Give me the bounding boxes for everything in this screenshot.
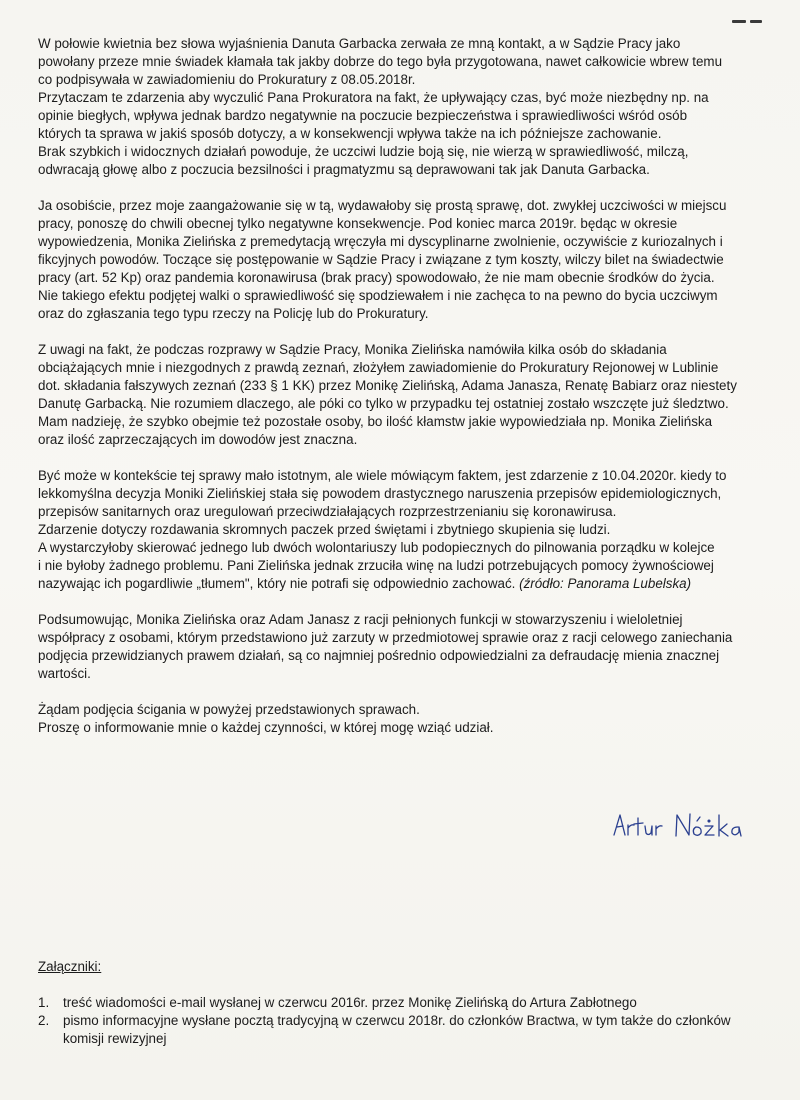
- attachment-number: 1.: [38, 995, 50, 1010]
- text-line: Danutę Garbacką. Nie rozumiem dlaczego, ale póki co tylko w przypadku tej ostatniej zostało wszczęte już śledztwo.: [38, 396, 729, 411]
- text-line: powołany przeze mnie świadek kłamała tak jakby dobrze do tego była przygotowana, nawet całkowicie wbrew temu: [38, 54, 723, 69]
- text-line: pracy (art. 52 Kp) oraz pandemia koronawirusa (brak pracy) spowodowało, że nie mam obecnie środków do życia.: [38, 270, 715, 285]
- attachment-text: [63, 1012, 731, 1048]
- text-line: Mam nadzieję, że szybko obejmie też pozostałe osoby, bo ilość kłamstw jakie wypowiedziała np. Monika Zielińska: [38, 414, 713, 429]
- text-line: Żądam podjęcia ścigania w powyżej przedstawionych sprawach.: [38, 702, 420, 717]
- text-line: Brak szybkich i widocznych działań powoduje, że uczciwi ludzie boją się, nie wierzą w sprawiedliwość, milczą,: [38, 144, 689, 159]
- paragraph-2: [38, 197, 782, 323]
- text-line: opinie biegłych, wpływa jednak bardzo negatywnie na poczucie bezpieczeństwa i sprawiedliwości wśród osób: [38, 108, 688, 123]
- text-line: oraz do zgłaszania tego typu rzeczy na Policję lub do Prokuratury.: [38, 306, 429, 321]
- text-line: fikcyjnych powodów. Toczące się postępowanie w Sądzie Pracy i związane z tym koszty, wilczy bilet na świadectwie: [38, 252, 724, 267]
- attachment-number: 2.: [38, 1013, 50, 1028]
- text-line: odwracają głowę albo z poczucia bezsilności i pragmatyzmu są deprawowani tak jak Danuta Garbacka.: [38, 162, 650, 177]
- letter-body: [38, 35, 782, 755]
- text-line: wartości.: [38, 666, 91, 681]
- source-note: (źródło: Panorama Lubelska): [519, 576, 692, 591]
- text-line: przepisów sanitarnych oraz uregulowań przeciwdziałających rozprzestrzenianiu się koronawirusa.: [38, 504, 617, 519]
- attachments-list: [38, 994, 782, 1048]
- text-line: Nie takiego efektu podjętej walki o sprawiedliwość się spodziewałem i nie zachęca to na pewno do bycia uczciwym: [38, 288, 718, 303]
- text-line: pracy, ponoszę do chwili obecnej tylko negatywne konsekwencje. Pod koniec marca 2019r. będąc w okresie: [38, 216, 678, 231]
- text-line: nazywając ich pogardliwie „tłumem", który nie potrafi się odpowiednio zachować.: [38, 576, 516, 591]
- text-line: treść wiadomości e-mail wysłanej w czerwcu 2016r. przez Monikę Zielińską do Artura Zabłotnego: [63, 995, 637, 1010]
- attachment-item-1: [38, 994, 782, 1012]
- handwritten-signature: [610, 805, 760, 845]
- text-line: Proszę o informowanie mnie o każdej czynności, w której mogę wziąć udział.: [38, 720, 494, 735]
- text-line: Z uwagi na fakt, że podczas rozprawy w Sądzie Pracy, Monika Zielińska namówiła kilka osób do składania: [38, 342, 667, 357]
- text-line: obciążających mnie i niezgodnych z prawdą zeznań, złożyłem zawiadomienie do Prokuratury Rejonowej w Lublinie: [38, 360, 719, 375]
- attachment-item-2: [38, 1012, 782, 1048]
- text-line: pismo informacyjne wysłane pocztą tradycyjną w czerwcu 2018r. do członków Bractwa, w tym także do członków: [63, 1013, 731, 1028]
- text-line: których ta sprawa w jakiś sposób dotyczy, a w konsekwencji wpływa także na ich późniejsze zachowanie.: [38, 126, 662, 141]
- text-line: W połowie kwietnia bez słowa wyjaśnienia Danuta Garbacka zerwała ze mną kontakt, a w Sądzie Pracy jako: [38, 36, 681, 51]
- text-line: co podpisywała w zawiadomieniu do Prokuratury z 08.05.2018r.: [38, 72, 416, 87]
- text-line: Podsumowując, Monika Zielińska oraz Adam Janasz z racji pełnionych funkcji w stowarzyszeniu i wieloletniej: [38, 612, 683, 627]
- signature-image: [610, 805, 760, 845]
- text-line: Zdarzenie dotyczy rozdawania skromnych paczek przed świętami i zbytniego skupienia się ludzi.: [38, 522, 611, 537]
- text-line: współpracy z osobami, którym przedstawiono już zarzuty w przedmiotowej sprawie oraz z racji celowego zaniechania: [38, 630, 733, 645]
- text-line: Przytaczam te zdarzenia aby wyczulić Pana Prokuratora na fakt, że upływający czas, być może niezbędny np. na: [38, 90, 709, 105]
- text-line: A wystarczyłoby skierować jednego lub dwóch wolontariuszy lub podopiecznych do pilnowania porządku w kolejce: [38, 540, 715, 555]
- text-line: komisji rewizyjnej: [63, 1031, 167, 1046]
- text-line: wypowiedzenia, Monika Zielińska z premedytacją wręczyła mi dyscyplinarne zwolnienie, oczywiście z kuriozalnych i: [38, 234, 723, 249]
- attachments-section: [38, 958, 782, 1048]
- attachments-heading: Załączniki:: [38, 959, 102, 974]
- attachment-text: [63, 994, 637, 1012]
- text-line: i nie byłoby żadnego problemu. Pani Zielińska jednak zrzuciła winę na ludzi potrzebujących pomocy żywnościowej: [38, 558, 714, 573]
- paragraph-4: [38, 467, 782, 593]
- text-line: lekkomyślna decyzja Moniki Zielińskiej stała się powodem drastycznego naruszenia przepisów epidemiologicznych,: [38, 486, 722, 501]
- text-line-with-source: [38, 575, 782, 593]
- scan-artifact-mark: [732, 20, 762, 24]
- text-line: oraz ilość zaprzeczających im dowodów jest znaczna.: [38, 432, 358, 447]
- paragraph-1: [38, 35, 782, 179]
- text-line: dot. składania fałszywych zeznań (233 § 1 KK) przez Monikę Zielińską, Adama Janasza, Renatę Babiarz oraz niestety: [38, 378, 737, 393]
- text-line: Być może w kontekście tej sprawy mało istotnym, ale wiele mówiącym faktem, jest zdarzenie z 10.04.2020r. kiedy to: [38, 468, 727, 483]
- paragraph-3: [38, 341, 782, 449]
- text-line: Ja osobiście, przez moje zaangażowanie się w tą, wydawałoby się prostą sprawę, dot. zwykłej uczciwości w miejscu: [38, 198, 727, 213]
- text-line: podjęcia przewidzianych prawem działań, są co najmniej pośrednio odpowiedzialni za defraudację mienia znacznej: [38, 648, 720, 663]
- paragraph-5: [38, 611, 782, 683]
- paragraph-6-demands: [38, 701, 782, 737]
